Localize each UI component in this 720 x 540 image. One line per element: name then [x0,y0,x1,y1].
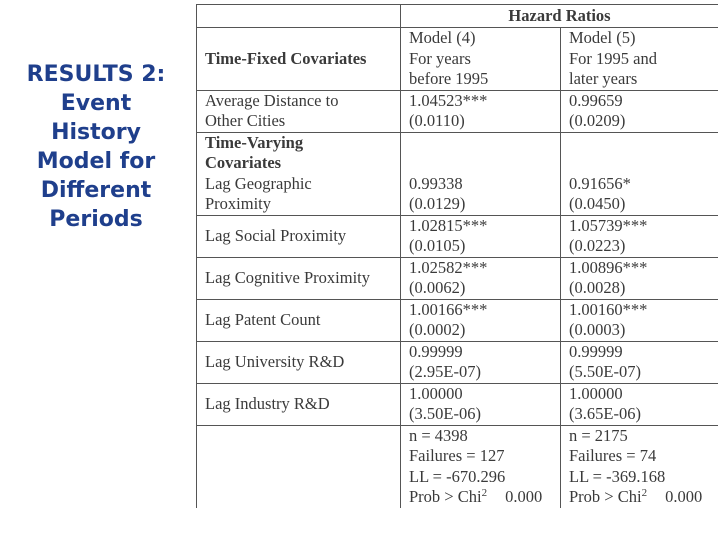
coefficient: 0.99999 [409,341,463,361]
model-4-cell [401,215,561,257]
model-4-cell [401,90,561,132]
model-4-cell [401,299,561,341]
row-label-line: Other Cities [205,111,286,130]
table-header: Hazard Ratios [401,5,719,28]
row-label-line: Proximity [205,194,272,213]
row-label-line: Average Distance to [205,90,339,110]
std-error: (0.0223) [569,236,626,255]
std-error: (0.0105) [409,236,466,255]
coefficient: 1.02582*** [409,257,488,277]
slide-title-line: Different [40,178,152,203]
stat-failures: Failures = 127 [409,446,505,465]
coefficient: 0.91656* [569,173,631,193]
table-row [197,383,719,425]
slide-title-line: History [51,120,141,145]
table-row [197,341,719,383]
table-corner-cell [197,5,401,28]
hazard-ratio-table [196,4,718,508]
std-error: (0.0002) [409,320,466,339]
slide-title-line: Periods [49,207,143,232]
coefficient: 1.04523*** [409,90,488,110]
slide-title-line: Event [60,91,132,116]
stat-failures: Failures = 74 [569,446,657,465]
model-4-header [401,28,561,91]
row-label: Lag University R&D [197,341,401,383]
model-5-cell [561,215,719,257]
stat-prob-sup: 2 [641,487,648,499]
row-label [197,90,401,132]
std-error: (0.0003) [569,320,626,339]
model-5-name: Model (5) [569,28,636,47]
model-header-row [197,28,719,91]
stat-prob-label: Prob > Chi [569,487,642,506]
std-error: (5.50E-07) [569,362,641,381]
coefficient: 1.02815*** [409,215,488,235]
model-5-period: For 1995 and [569,48,657,68]
stat-n: n = 4398 [409,425,468,445]
model-5-period: later years [569,69,638,88]
model-4-cell [401,341,561,383]
stat-prob-value: 0.000 [505,487,543,506]
coefficient: 1.05739*** [569,215,648,235]
stat-ll: LL = -670.296 [409,466,506,486]
std-error: (0.0062) [409,278,466,297]
coefficient: 1.00166*** [409,299,488,319]
model-4-stats [401,425,561,508]
stats-label-cell [197,425,401,508]
row-label: Lag Cognitive Proximity [197,257,401,299]
coefficient: 0.99659 [569,90,623,110]
stat-n: n = 2175 [569,425,628,445]
model-stats-row [197,425,719,508]
table-row [197,132,719,215]
model-4-name: Model (4) [409,28,476,47]
stat-prob [569,487,718,508]
coefficient: 1.00000 [409,383,463,403]
stat-ll: LL = -369.168 [569,466,666,486]
section-time-varying: Time-Varying [205,132,304,152]
table-row [197,257,719,299]
model-4-period: before 1995 [409,69,489,88]
model-5-cell [561,257,719,299]
row-label-line: Lag Geographic [205,173,312,193]
model-5-cell [561,299,719,341]
coefficient: 0.99338 [409,173,463,193]
row-label: Lag Industry R&D [197,383,401,425]
std-error: (0.0110) [409,111,465,130]
std-error: (2.95E-07) [409,362,481,381]
row-label: Lag Social Proximity [197,215,401,257]
row-label [197,132,401,215]
std-error: (0.0450) [569,194,626,213]
stat-prob-value: 0.000 [665,487,703,506]
coefficient: 1.00000 [569,383,623,403]
std-error: (3.50E-06) [409,404,481,423]
model-4-cell [401,383,561,425]
model-4-cell [401,132,561,215]
slide-title [8,60,184,234]
std-error: (0.0209) [569,111,626,130]
stat-prob-label: Prob > Chi [409,487,482,506]
model-4-period: For years [409,48,471,68]
table-row [197,90,719,132]
stat-prob [409,487,560,508]
coefficient: 1.00160*** [569,299,648,319]
table-header-row [197,5,719,28]
model-5-cell [561,383,719,425]
slide-title-line: RESULTS 2: [26,62,166,87]
table-row [197,215,719,257]
model-5-cell [561,341,719,383]
model-5-header [561,28,719,91]
model-4-cell [401,257,561,299]
model-5-cell [561,90,719,132]
hazard-ratio-table-container [196,4,718,526]
coefficient: 1.00896*** [569,257,648,277]
table-row [197,299,719,341]
stat-prob-sup: 2 [481,487,488,499]
model-5-cell [561,132,719,215]
section-time-fixed: Time-Fixed Covariates [197,28,401,91]
row-label: Lag Patent Count [197,299,401,341]
section-time-varying: Covariates [205,153,282,172]
coefficient: 0.99999 [569,341,623,361]
slide-title-line: Model for [36,149,156,174]
model-5-stats [561,425,719,508]
std-error: (0.0028) [569,278,626,297]
std-error: (0.0129) [409,194,466,213]
std-error: (3.65E-06) [569,404,641,423]
